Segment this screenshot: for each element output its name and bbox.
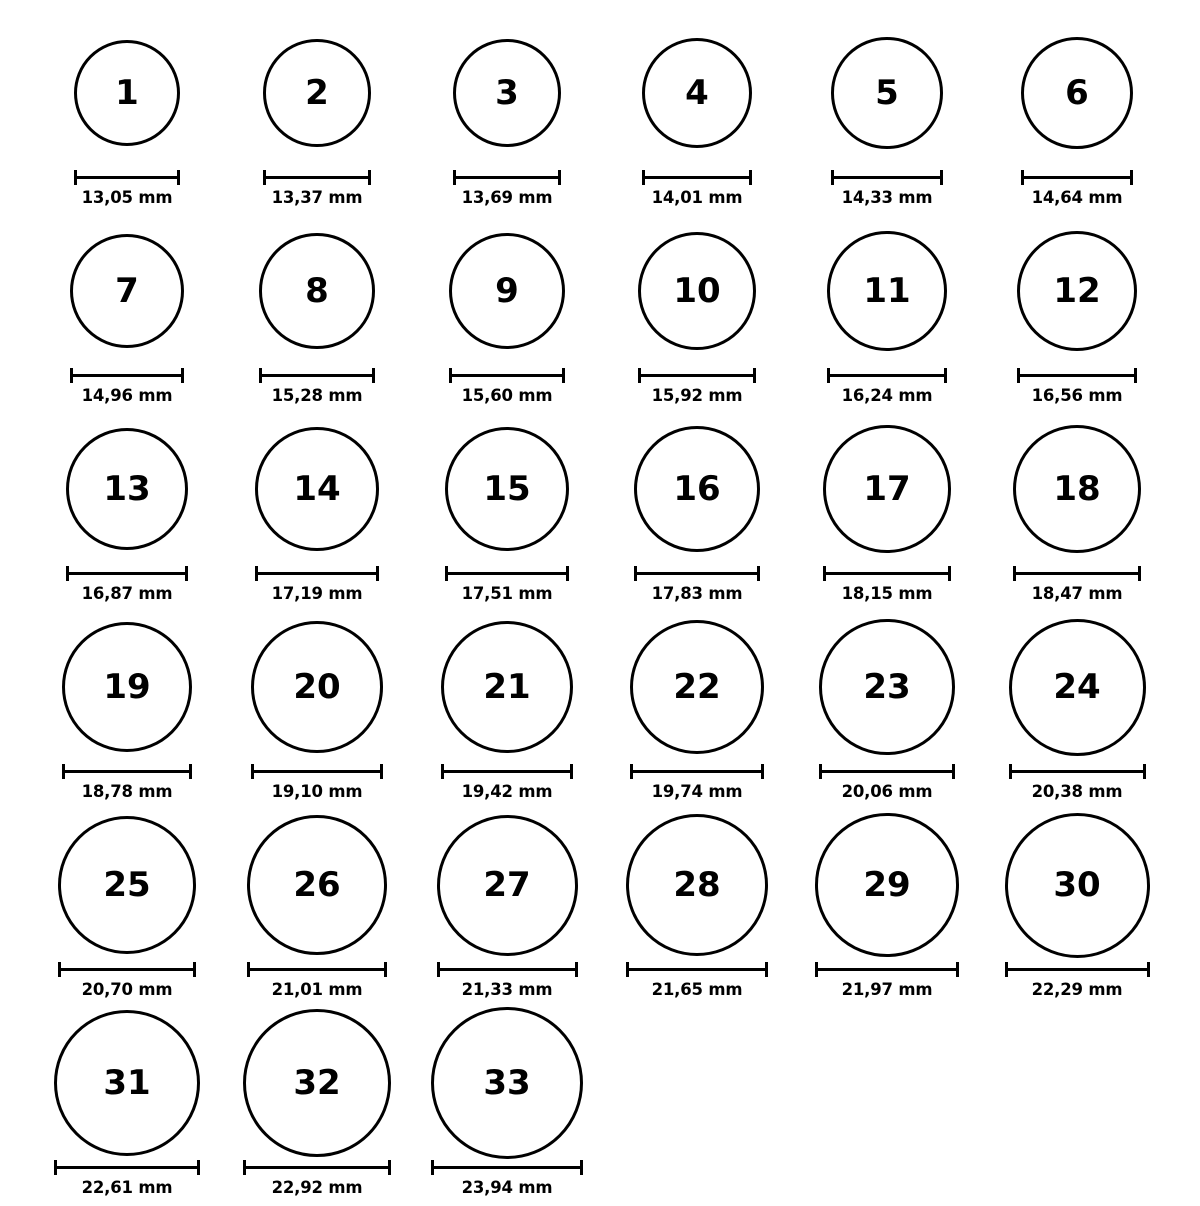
diameter-label: 15,60 mm [461, 386, 553, 405]
ring-circle-wrap [1013, 414, 1142, 564]
ring-size-cell [222, 612, 412, 810]
ring-circle [251, 621, 383, 753]
ring-size-number: 10 [673, 271, 721, 311]
measure-line [827, 374, 947, 377]
diameter-measure-bar [626, 962, 768, 976]
measure-line [247, 968, 387, 971]
ring-size-cell [32, 1008, 222, 1206]
diameter-measure-bar [70, 368, 184, 382]
ring-size-cell [792, 18, 982, 216]
diameter-measure-bar [251, 764, 383, 778]
measure-tick-left [54, 1160, 57, 1175]
measure-line [263, 176, 370, 179]
diameter-measure-bar [453, 170, 562, 184]
ring-size-number: 20 [293, 667, 341, 707]
diameter-label: 15,92 mm [651, 386, 743, 405]
diameter-measure-bar [1021, 170, 1134, 184]
ring-circle-wrap [1021, 18, 1134, 168]
ring-size-cell [412, 18, 602, 216]
ring-circle [445, 427, 570, 552]
ring-size-cell [792, 414, 982, 612]
ring-circle [630, 620, 764, 754]
diameter-measure-bar [445, 566, 570, 580]
ring-circle-wrap [827, 216, 947, 366]
ring-circle [66, 428, 188, 550]
measure-tick-right [952, 764, 955, 779]
ring-size-cell [792, 612, 982, 810]
ring-size-number: 3 [495, 73, 519, 113]
ring-size-cell [602, 414, 792, 612]
diameter-measure-bar [1009, 764, 1146, 778]
ring-circle [247, 815, 387, 955]
ring-circle-wrap [626, 810, 768, 960]
ring-size-cell [412, 1008, 602, 1206]
ring-size-cell [982, 810, 1172, 1008]
ring-size-cell [412, 810, 602, 1008]
measure-line [453, 176, 562, 179]
diameter-measure-bar [638, 368, 756, 382]
measure-tick-right [570, 764, 573, 779]
ring-size-cell [222, 216, 412, 414]
ring-circle [263, 39, 370, 146]
diameter-label: 13,37 mm [271, 188, 363, 207]
ring-size-number: 26 [293, 865, 341, 905]
ring-circle-wrap [437, 810, 578, 960]
measure-tick-right [384, 962, 387, 977]
diameter-label: 16,24 mm [841, 386, 933, 405]
measure-tick-left [445, 566, 448, 581]
ring-size-cell [792, 810, 982, 1008]
measure-line [642, 176, 752, 179]
ring-size-number: 13 [103, 469, 151, 509]
ring-size-number: 27 [483, 865, 531, 905]
diameter-label: 21,33 mm [461, 980, 553, 999]
ring-size-number: 14 [293, 469, 341, 509]
measure-line [638, 374, 756, 377]
diameter-label: 17,83 mm [651, 584, 743, 603]
measure-line [70, 374, 184, 377]
measure-tick-right [368, 170, 371, 185]
ring-circle [1017, 231, 1138, 352]
measure-tick-left [437, 962, 440, 977]
diameter-label: 17,19 mm [271, 584, 363, 603]
measure-tick-left [449, 368, 452, 383]
diameter-measure-bar [259, 368, 374, 382]
diameter-label: 16,56 mm [1031, 386, 1123, 405]
measure-tick-right [575, 962, 578, 977]
measure-tick-left [626, 962, 629, 977]
measure-tick-right [765, 962, 768, 977]
measure-tick-right [566, 566, 569, 581]
ring-size-number: 8 [305, 270, 329, 311]
ring-circle [74, 40, 180, 146]
measure-tick-left [247, 962, 250, 977]
diameter-label: 22,61 mm [81, 1178, 173, 1197]
measure-tick-right [181, 368, 184, 383]
measure-tick-left [1005, 962, 1008, 977]
ring-circle-wrap [70, 216, 184, 366]
ring-size-number: 24 [1053, 667, 1101, 707]
diameter-measure-bar [630, 764, 764, 778]
ring-size-number: 6 [1065, 73, 1089, 113]
measure-tick-right [580, 1160, 583, 1175]
measure-tick-left [259, 368, 262, 383]
ring-size-cell [982, 216, 1172, 414]
ring-size-number: 4 [685, 73, 709, 113]
ring-circle [642, 38, 752, 148]
ring-circle-wrap [62, 612, 192, 762]
ring-size-number: 25 [103, 864, 151, 905]
diameter-label: 16,87 mm [81, 584, 173, 603]
diameter-label: 18,47 mm [1031, 584, 1123, 603]
measure-tick-right [1143, 764, 1146, 779]
ring-size-number: 16 [673, 469, 721, 509]
ring-circle-wrap [831, 18, 942, 168]
ring-circle [70, 234, 184, 348]
diameter-measure-bar [815, 962, 959, 976]
measure-line [630, 770, 764, 773]
measure-tick-right [1134, 368, 1137, 383]
ring-circle [437, 815, 578, 956]
measure-tick-left [431, 1160, 434, 1175]
measure-line [626, 968, 768, 971]
ring-circle [62, 622, 192, 752]
measure-tick-left [1013, 566, 1016, 581]
ring-circle [827, 231, 947, 351]
measure-tick-left [819, 764, 822, 779]
measure-tick-right [185, 566, 188, 581]
ring-size-number: 21 [483, 666, 531, 707]
ring-circle-wrap [815, 810, 959, 960]
ring-circle [1013, 425, 1142, 554]
diameter-measure-bar [263, 170, 370, 184]
ring-size-cell [602, 612, 792, 810]
diameter-label: 23,94 mm [461, 1178, 553, 1197]
ring-circle [1009, 619, 1146, 756]
ring-circle-wrap [263, 18, 370, 168]
measure-line [259, 374, 374, 377]
ring-size-cell [792, 216, 982, 414]
ring-size-cell [32, 414, 222, 612]
diameter-measure-bar [1013, 566, 1142, 580]
ring-circle-wrap [823, 414, 951, 564]
ring-size-number: 17 [863, 469, 911, 509]
measure-tick-left [823, 566, 826, 581]
ring-size-number: 18 [1053, 468, 1101, 509]
diameter-measure-bar [642, 170, 752, 184]
diameter-measure-bar [1005, 962, 1150, 976]
ring-circle [449, 233, 566, 350]
ring-circle [453, 39, 562, 148]
measure-tick-left [630, 764, 633, 779]
ring-size-cell [222, 18, 412, 216]
diameter-measure-bar [255, 566, 379, 580]
measure-tick-right [372, 368, 375, 383]
measure-tick-left [453, 170, 456, 185]
diameter-measure-bar [62, 764, 192, 778]
ring-circle [831, 37, 942, 148]
ring-size-number: 22 [673, 666, 721, 707]
diameter-label: 17,51 mm [461, 584, 553, 603]
diameter-label: 14,33 mm [841, 188, 933, 207]
measure-tick-right [761, 764, 764, 779]
measure-tick-right [193, 962, 196, 977]
ring-size-number: 29 [863, 865, 911, 905]
diameter-measure-bar [449, 368, 566, 382]
measure-tick-left [642, 170, 645, 185]
ring-circle [634, 426, 760, 552]
measure-tick-right [944, 368, 947, 383]
measure-tick-right [376, 566, 379, 581]
diameter-label: 18,78 mm [81, 782, 173, 801]
ring-circle-wrap [431, 1008, 583, 1158]
ring-circle [823, 425, 951, 553]
measure-line [58, 968, 196, 971]
ring-circle-wrap [445, 414, 570, 564]
ring-size-number: 7 [115, 271, 139, 311]
measure-tick-right [177, 170, 180, 185]
diameter-label: 14,96 mm [81, 386, 173, 405]
ring-size-number: 19 [103, 667, 151, 707]
measure-tick-left [1009, 764, 1012, 779]
diameter-measure-bar [819, 764, 955, 778]
ring-circle [638, 232, 756, 350]
ring-circle-wrap [1009, 612, 1146, 762]
measure-tick-right [558, 170, 561, 185]
ring-circle-wrap [247, 810, 387, 960]
ring-circle [1021, 37, 1134, 150]
ring-size-cell [602, 216, 792, 414]
measure-line [431, 1166, 583, 1169]
ring-circle-wrap [441, 612, 574, 762]
measure-line [634, 572, 760, 575]
measure-tick-right [380, 764, 383, 779]
ring-circle-wrap [453, 18, 562, 168]
measure-tick-right [189, 764, 192, 779]
measure-line [66, 572, 188, 575]
measure-tick-left [70, 368, 73, 383]
measure-tick-left [638, 368, 641, 383]
ring-circle-wrap [58, 810, 196, 960]
ring-size-cell [412, 612, 602, 810]
measure-tick-left [74, 170, 77, 185]
ring-size-number: 1 [115, 73, 139, 113]
ring-circle [58, 816, 196, 954]
diameter-measure-bar [437, 962, 578, 976]
diameter-measure-bar [74, 170, 180, 184]
ring-circle-wrap [243, 1008, 391, 1158]
measure-line [255, 572, 379, 575]
measure-line [437, 968, 578, 971]
ring-circle [441, 621, 574, 754]
measure-tick-left [831, 170, 834, 185]
diameter-label: 20,06 mm [841, 782, 933, 801]
measure-line [54, 1166, 200, 1169]
ring-size-number: 28 [673, 864, 721, 905]
ring-size-cell [32, 612, 222, 810]
ring-circle [1005, 813, 1150, 958]
measure-line [74, 176, 180, 179]
diameter-measure-bar [634, 566, 760, 580]
diameter-label: 21,01 mm [271, 980, 363, 999]
ring-circle-wrap [642, 18, 752, 168]
ring-circle-wrap [1005, 810, 1150, 960]
measure-tick-left [827, 368, 830, 383]
measure-tick-right [197, 1160, 200, 1175]
ring-size-number: 32 [293, 1063, 341, 1103]
measure-tick-left [441, 764, 444, 779]
ring-size-cell [32, 216, 222, 414]
diameter-label: 19,10 mm [271, 782, 363, 801]
ring-circle-wrap [74, 18, 180, 168]
measure-tick-right [753, 368, 756, 383]
ring-size-cell [412, 216, 602, 414]
ring-circle-wrap [630, 612, 764, 762]
measure-tick-left [251, 764, 254, 779]
diameter-label: 13,05 mm [81, 188, 173, 207]
ring-circle [243, 1009, 391, 1157]
diameter-label: 18,15 mm [841, 584, 933, 603]
measure-tick-right [1147, 962, 1150, 977]
ring-circle [626, 814, 768, 956]
measure-line [1005, 968, 1150, 971]
ring-circle [259, 233, 374, 348]
measure-line [1017, 374, 1138, 377]
ring-circle-wrap [251, 612, 383, 762]
diameter-measure-bar [243, 1160, 391, 1174]
measure-line [445, 572, 570, 575]
measure-tick-left [1017, 368, 1020, 383]
ring-circle-wrap [1017, 216, 1138, 366]
measure-line [62, 770, 192, 773]
ring-size-number: 5 [875, 72, 899, 113]
diameter-measure-bar [431, 1160, 583, 1174]
ring-size-cell [982, 612, 1172, 810]
diameter-measure-bar [66, 566, 188, 580]
measure-tick-left [1021, 170, 1024, 185]
diameter-measure-bar [58, 962, 196, 976]
ring-size-number: 11 [863, 271, 911, 311]
ring-size-cell [602, 810, 792, 1008]
ring-size-cell [222, 414, 412, 612]
measure-line [1009, 770, 1146, 773]
ring-circle-wrap [449, 216, 566, 366]
ring-size-cell [982, 18, 1172, 216]
ring-circle-wrap [255, 414, 379, 564]
measure-tick-left [58, 962, 61, 977]
ring-circle [819, 619, 955, 755]
ring-size-cell [32, 810, 222, 1008]
measure-line [1013, 572, 1142, 575]
measure-tick-left [62, 764, 65, 779]
measure-tick-left [815, 962, 818, 977]
diameter-measure-bar [823, 566, 951, 580]
diameter-label: 20,38 mm [1031, 782, 1123, 801]
ring-size-number: 12 [1053, 270, 1101, 311]
measure-tick-right [562, 368, 565, 383]
measure-tick-left [66, 566, 69, 581]
ring-circle-wrap [819, 612, 955, 762]
ring-size-number: 23 [863, 667, 911, 707]
ring-circle-wrap [638, 216, 756, 366]
measure-line [449, 374, 566, 377]
diameter-label: 19,42 mm [461, 782, 553, 801]
diameter-label: 15,28 mm [271, 386, 363, 405]
measure-line [251, 770, 383, 773]
measure-tick-right [940, 170, 943, 185]
ring-size-cell [222, 810, 412, 1008]
measure-tick-left [255, 566, 258, 581]
diameter-measure-bar [827, 368, 947, 382]
diameter-label: 21,65 mm [651, 980, 743, 999]
ring-size-number: 33 [483, 1063, 531, 1103]
diameter-measure-bar [1017, 368, 1138, 382]
diameter-label: 22,92 mm [271, 1178, 363, 1197]
ring-size-cell [222, 1008, 412, 1206]
measure-line [441, 770, 574, 773]
ring-circle-wrap [259, 216, 374, 366]
measure-tick-right [388, 1160, 391, 1175]
diameter-label: 13,69 mm [461, 188, 553, 207]
ring-circle [54, 1010, 200, 1156]
ring-circle-wrap [634, 414, 760, 564]
ring-size-number: 15 [483, 468, 531, 509]
ring-circle-wrap [66, 414, 188, 564]
measure-line [243, 1166, 391, 1169]
diameter-measure-bar [54, 1160, 200, 1174]
ring-size-number: 9 [495, 270, 519, 311]
measure-line [831, 176, 942, 179]
diameter-label: 20,70 mm [81, 980, 173, 999]
measure-line [815, 968, 959, 971]
measure-tick-left [243, 1160, 246, 1175]
ring-circle [431, 1007, 583, 1159]
ring-size-cell [412, 414, 602, 612]
measure-tick-left [634, 566, 637, 581]
diameter-measure-bar [831, 170, 942, 184]
measure-tick-right [1138, 566, 1141, 581]
diameter-label: 22,29 mm [1031, 980, 1123, 999]
ring-size-number: 31 [103, 1062, 151, 1103]
measure-tick-right [757, 566, 760, 581]
measure-tick-left [263, 170, 266, 185]
ring-size-cell [32, 18, 222, 216]
ring-size-number: 30 [1053, 865, 1101, 905]
ring-size-cell [602, 18, 792, 216]
measure-tick-right [948, 566, 951, 581]
diameter-measure-bar [247, 962, 387, 976]
diameter-label: 14,64 mm [1031, 188, 1123, 207]
diameter-label: 21,97 mm [841, 980, 933, 999]
measure-line [823, 572, 951, 575]
measure-tick-right [749, 170, 752, 185]
diameter-label: 19,74 mm [651, 782, 743, 801]
measure-line [819, 770, 955, 773]
measure-tick-right [956, 962, 959, 977]
diameter-label: 14,01 mm [651, 188, 743, 207]
diameter-measure-bar [441, 764, 574, 778]
ring-size-cell [982, 414, 1172, 612]
ring-size-number: 2 [305, 72, 329, 113]
measure-tick-right [1130, 170, 1133, 185]
ring-circle [815, 813, 959, 957]
ring-circle-wrap [54, 1008, 200, 1158]
measure-line [1021, 176, 1134, 179]
ring-circle [255, 427, 379, 551]
